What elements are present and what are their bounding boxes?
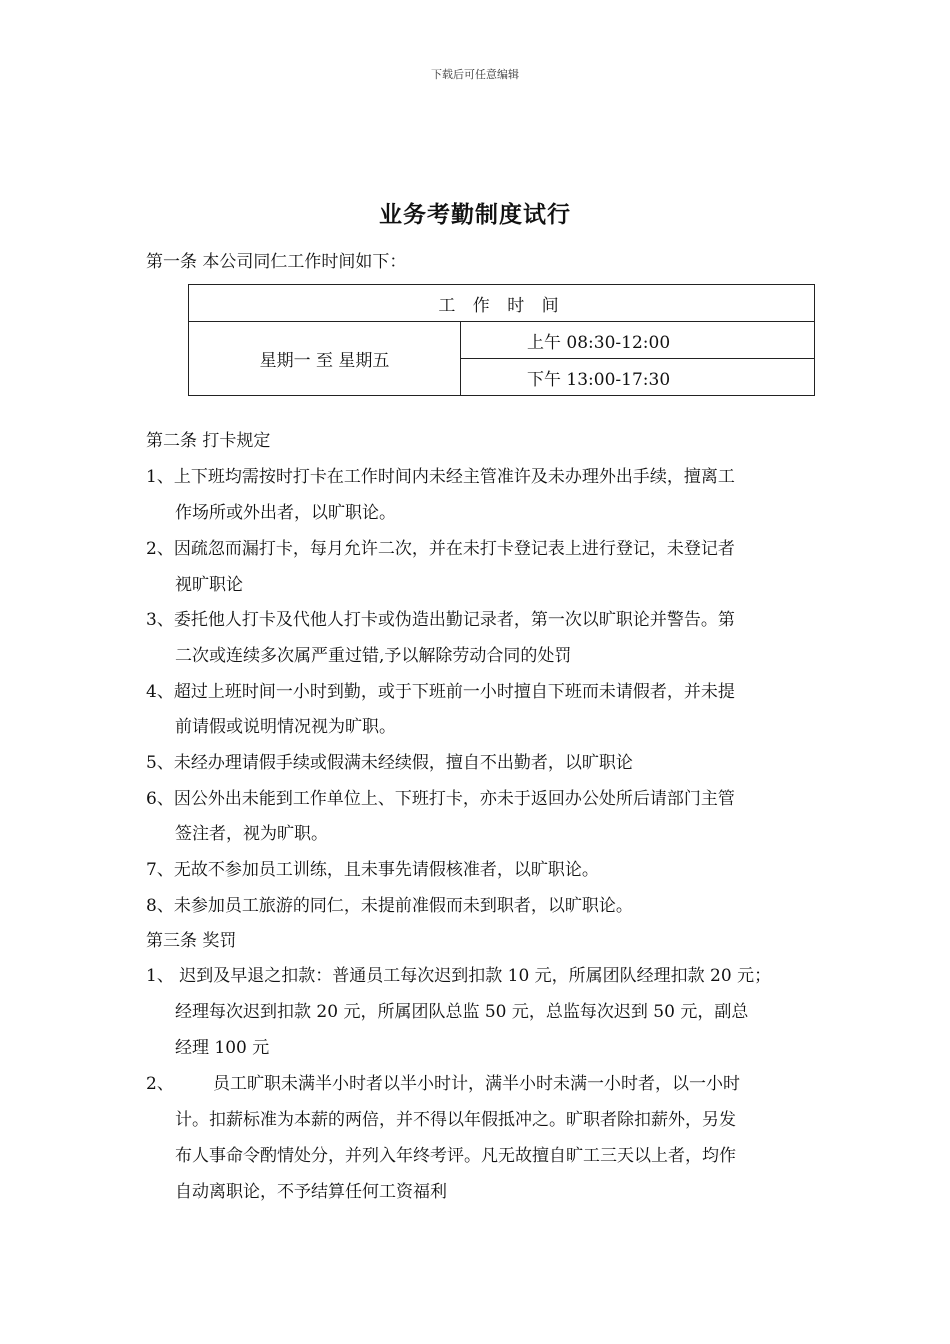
work-time-table [188,284,815,396]
article2-item3-line1: 3、委托他人打卡及代他人打卡或伪造出勤记录者，第一次以旷职论并警告。第 [146,610,735,630]
header-note: 下载后可任意编辑 [431,68,519,81]
article2-item4-line1: 4、超过上班时间一小时到勤，或于下班前一小时擅自下班而未请假者，并未提 [146,682,735,702]
table-header: 工 作 时 间 [189,285,815,322]
article2-item2-line2: 视旷职论 [175,575,243,595]
article3-item1-line2: 经理每次迟到扣款 20 元，所属团队总监 50 元，总监每次迟到 50 元，副总 [175,1002,749,1022]
table-days-cell: 星期一 至 星期五 [189,322,461,396]
article2-item6-line2: 签注者，视为旷职。 [175,824,328,844]
article2-item1-line1: 1、上下班均需按时打卡在工作时间内未经主管准许及未办理外出手续，擅离工 [146,467,735,487]
article1-heading: 第一条 本公司同仁工作时间如下： [146,252,407,272]
article3-heading: 第三条 奖罚 [146,931,237,951]
article3-item2-line4: 自动离职论，不予结算任何工资福利 [175,1182,447,1202]
article2-item4-line2: 前请假或说明情况视为旷职。 [175,717,396,737]
article3-item1-line3: 经理 100 元 [175,1038,270,1058]
article2-heading: 第二条 打卡规定 [146,431,271,451]
article2-item5: 5、未经办理请假手续或假满未经续假，擅自不出勤者，以旷职论 [146,753,633,773]
article2-item8: 8、未参加员工旅游的同仁，未提前准假而未到职者，以旷职论。 [146,896,633,916]
article2-item3-line2: 二次或连续多次属严重过错,予以解除劳动合同的处罚 [175,646,572,666]
article3-item1-line1: 1、 迟到及早退之扣款：普通员工每次迟到扣款 10 元，所属团队经理扣款 20 元； [146,966,772,986]
article3-item2-line3: 布人事命令酌情处分，并列入年终考评。凡无故擅自旷工三天以上者，均作 [175,1146,736,1166]
article3-item2-line2: 计。扣薪标准为本薪的两倍，并不得以年假抵冲之。旷职者除扣薪外，另发 [175,1110,736,1130]
article3-item2-line1: 员工旷职未满半小时者以半小时计，满半小时未满一小时者，以一小时 [213,1074,740,1094]
table-morning-cell: 上午 08:30-12:00 [461,322,815,359]
article2-item1-line2: 作场所或外出者，以旷职论。 [175,503,396,523]
article2-item2-line1: 2、因疏忽而漏打卡，每月允许二次，并在未打卡登记表上进行登记，未登记者 [146,539,735,559]
document-title: 业务考勤制度试行 [379,201,571,228]
table-afternoon-cell: 下午 13:00-17:30 [461,359,815,396]
article2-item6-line1: 6、因公外出未能到工作单位上、下班打卡，亦未于返回办公处所后请部门主管 [146,789,735,809]
article3-item2-number: 2、 [146,1074,174,1094]
article2-item7: 7、无故不参加员工训练，且未事先请假核准者，以旷职论。 [146,860,599,880]
